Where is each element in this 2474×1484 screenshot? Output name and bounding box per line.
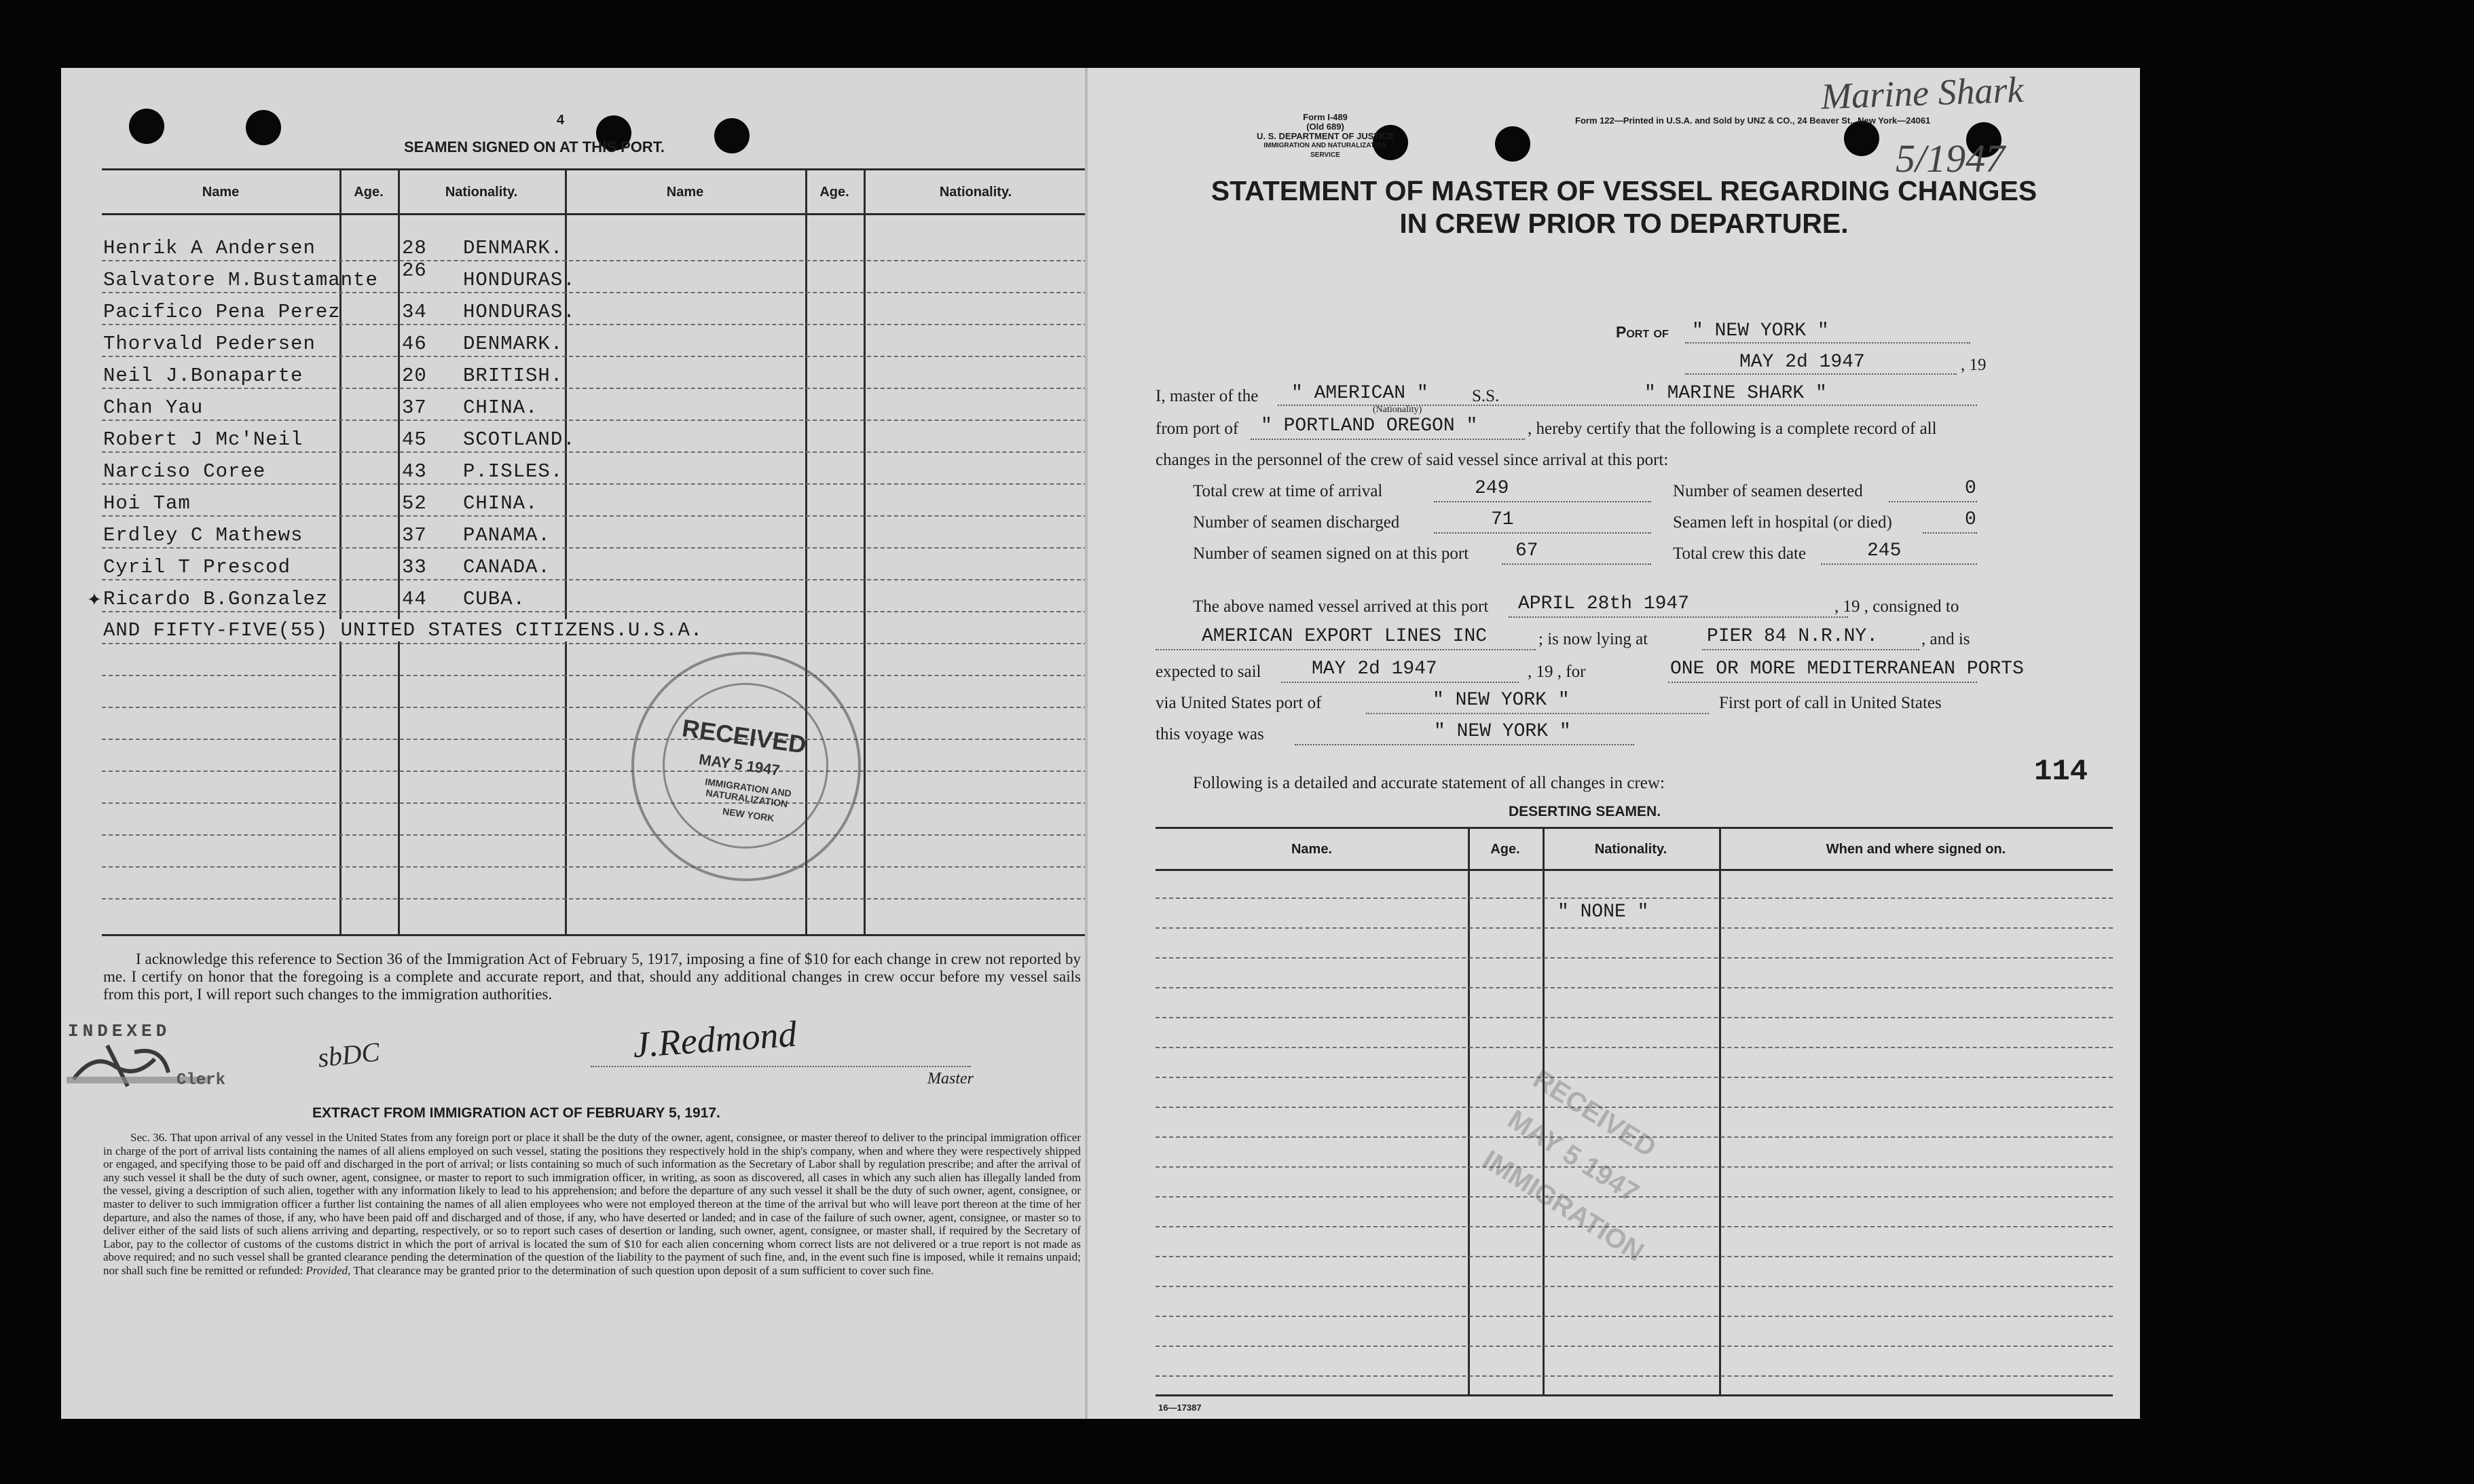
crew-row	[103, 362, 1067, 392]
form-title-line-1: STATEMENT OF MASTER OF VESSEL REGARDING CHANGES	[1211, 175, 2037, 206]
punch-hole	[714, 118, 750, 153]
printer-note: Form 122—Printed in U.S.A. and Sold by UNZ & CO., 24 Beaver St., New York—24061	[1575, 115, 1931, 126]
lying-value: PIER 84 N.R.NY.	[1707, 626, 1879, 647]
crew-name: Thorvald Pedersen	[103, 333, 316, 355]
master-label: Master	[927, 1070, 974, 1088]
expected-value: MAY 2d 1947	[1312, 658, 1437, 680]
form-header	[1251, 113, 1400, 160]
port-label: Port of	[1616, 323, 1669, 341]
port-value: " NEW YORK "	[1692, 320, 1829, 341]
via-label: via United States port of	[1156, 694, 1322, 712]
total-arrival-value: 249	[1475, 478, 1509, 499]
stamp-agency: IMMIGRATION AND NATURALIZATION	[704, 776, 792, 810]
crew-row	[103, 298, 1067, 328]
certify-text: , hereby certify that the following is a complete record of all	[1528, 420, 1937, 438]
extract-title: EXTRACT FROM IMMIGRATION ACT OF FEBRUARY 5, 1917.	[312, 1105, 720, 1121]
total-date-label: Total crew this date	[1673, 544, 1807, 563]
section-36-label: Sec. 36.	[130, 1131, 168, 1144]
crew-row	[103, 585, 1067, 615]
provided-label: Provided,	[306, 1263, 351, 1277]
nationality-sublabel: (Nationality)	[1373, 405, 1422, 415]
desert-header-name: Name.	[1291, 842, 1333, 857]
page-mark-number: 114	[2034, 755, 2088, 789]
column-header-age: Age.	[354, 185, 384, 200]
crew-name: Henrik A Andersen	[103, 237, 316, 259]
form-old-number: (Old 689)	[1306, 122, 1344, 132]
punch-hole	[1844, 121, 1879, 156]
crew-nationality: DENMARK.	[463, 333, 564, 355]
consigned-label: , 19 , consigned to	[1834, 597, 1959, 616]
column-header-nationality: Nationality.	[445, 185, 518, 200]
crew-name: Salvatore M.Bustamante	[103, 269, 378, 291]
master-of-label: I, master of the	[1156, 387, 1259, 405]
lying-label: ; is now lying at	[1538, 630, 1648, 648]
hospital-value: 0	[1965, 509, 1976, 530]
stamp-date: MAY 5 1947	[697, 750, 781, 779]
crew-row	[103, 426, 1067, 456]
section-36-tail: That clearance may be granted prior to the determination of such question upon deposit of a sum sufficient to cover such fine.	[353, 1263, 934, 1277]
crew-nationality: DENMARK.	[463, 237, 564, 259]
crew-nationality: CUBA.	[463, 588, 526, 610]
crew-age: 45	[402, 428, 427, 451]
crew-nationality: SCOTLAND.	[463, 428, 576, 451]
right-page	[1088, 68, 2140, 1419]
crew-age: 34	[402, 301, 427, 323]
nationality-value: " AMERICAN "	[1291, 383, 1428, 404]
crew-nationality: HONDURAS.	[463, 301, 576, 323]
crew-summary-line: AND FIFTY-FIVE(55) UNITED STATES CITIZENS.U.S.A.	[103, 619, 703, 642]
following-text: Following is a detailed and accurate statement of all changes in crew:	[1193, 774, 1665, 792]
from-port-label: from port of	[1156, 420, 1239, 438]
crew-nationality: CHINA.	[463, 492, 538, 515]
crew-name: Pacifico Pena Perez	[103, 301, 341, 323]
crew-age: 28	[402, 237, 427, 259]
crew-name: Hoi Tam	[103, 492, 191, 515]
handwritten-initials: sbDC	[316, 1036, 382, 1073]
column-header-name: Name	[202, 185, 240, 200]
crew-nationality: CHINA.	[463, 396, 538, 419]
total-arrival-label: Total crew at time of arrival	[1193, 482, 1383, 500]
handwritten-vessel-name: Marine Shark	[1820, 69, 2025, 117]
via-value: " NEW YORK "	[1433, 690, 1570, 711]
crew-age: 20	[402, 365, 427, 387]
footer-code: 16—17387	[1158, 1403, 1202, 1413]
received-stamp	[631, 652, 861, 881]
crew-name: Chan Yau	[103, 396, 204, 419]
punch-hole	[129, 109, 164, 144]
form-department: U. S. DEPARTMENT OF JUSTICE	[1257, 131, 1394, 141]
date-value: MAY 2d 1947	[1739, 352, 1865, 373]
crew-age: 33	[402, 556, 427, 578]
clerk-label: Clerk	[177, 1071, 226, 1090]
stamp-city: NEW YORK	[722, 805, 775, 824]
desert-entry-none: " NONE "	[1557, 902, 1649, 923]
desert-header-signed-on: When and where signed on.	[1826, 842, 2006, 857]
crew-row	[103, 330, 1067, 360]
left-page	[61, 68, 1088, 1419]
crew-name: Cyril T Prescod	[103, 556, 291, 578]
master-signature: J.Redmond	[631, 1013, 798, 1066]
crew-name: Robert J Mc'Neil	[103, 428, 303, 451]
stamp-received-text: RECEIVED	[680, 713, 809, 759]
faded-received-stamp: RECEIVED MAY 5 1947 IMMIGRATION	[1477, 1064, 1661, 1267]
crew-nationality: PANAMA.	[463, 524, 551, 546]
desert-header-age: Age.	[1490, 842, 1520, 857]
punch-hole	[246, 110, 281, 145]
crew-row	[103, 489, 1067, 519]
date-suffix: , 19	[1961, 356, 1987, 374]
destination-value: ONE OR MORE MEDITERRANEAN PORTS	[1670, 658, 2024, 680]
expected-label: expected to sail	[1156, 663, 1261, 681]
crew-row	[103, 234, 1067, 264]
crew-nationality: BRITISH.	[463, 365, 564, 387]
discharged-label: Number of seamen discharged	[1193, 513, 1400, 532]
crew-row	[103, 259, 1067, 296]
section-36-body: That upon arrival of any vessel in the United States from any foreign port or place it shall be the duty of the owner, agent, consignee, or master thereof to deliver to the principal immigration officer in charge of the port of arrival lists containing the names of all aliens employed on such vessel, stating the positions they respectively hold in the ship's company, when and where they were respectively shipped or engaged, and specifying those to be paid off and discharged in the port of arrival; or lists containing so much of such information as the Secretary of Labor shall by regulation prescribe; and after the arrival of any such vessel it shall be the duty of such owner, agent, consignee, or master to report to such immigration officer, in writing, as soon as discovered, all cases in which any such alien has illegally landed from the vessel, giving a description of such alien, together with any information likely to lead to his apprehension; and before the departure of any such vessel it shall be the duty of such owner, agent, consignee, or master to deliver to such immigration officer a further list containing the names of all alien employees who were not employed thereon at the time of the arrival but who will leave port thereon at the time of her departure, and also the names of those, if any, who have been paid off and discharged and of those, if any, who have deserted or landed; and in case of the failure of such owner, agent, consignee, or master so to deliver either of the said lists of such aliens arriving and departing, respectively, or so to report such cases of desertion or landing, such owner, agent, consignee, or master shall, if required by the Secretary of Labor, pay to the collector of customs of the customs district in which the port of arrival is located the sum of $10 for each alien concerning whom correct lists are not delivered or a true report is not made as above required; and no such vessel shall be granted clearance pending the determination of the question of the liability to the payment of such fine, and, in the event such fine is imposed, while it remains unpaid; nor shall such fine be remitted or refunded:	[103, 1131, 1082, 1277]
crew-age: 52	[402, 492, 427, 515]
form-number: Form I-489	[1303, 112, 1348, 122]
hospital-label: Seamen left in hospital (or died)	[1673, 513, 1892, 532]
voyage-value: " NEW YORK "	[1434, 721, 1571, 742]
deserting-title: DESERTING SEAMEN.	[1509, 804, 1661, 819]
signed-on-label: Number of seamen signed on at this port	[1193, 544, 1469, 563]
first-port-label: First port of call in United States	[1719, 694, 1942, 712]
crew-nationality: CANADA.	[463, 556, 551, 578]
page-number: 4	[557, 113, 565, 128]
certify-text-2: changes in the personnel of the crew of said vessel since arrival at this port:	[1156, 451, 1669, 469]
column-header-name-2: Name	[666, 185, 704, 200]
acknowledgement-text: I acknowledge this reference to Section 36 of the Immigration Act of February 5, 1917, imposing a fine of $10 for each change in crew not reported by me. I certify on honor that the foregoing is a complete and accurate report, and that, should any additional changes in crew occur before my vessel sails from this port, I will report such changes to the immigration authorities.	[103, 950, 1081, 1003]
total-date-value: 245	[1867, 540, 1902, 561]
voyage-label: this voyage was	[1156, 725, 1264, 743]
crew-age: 37	[402, 396, 427, 419]
crew-nationality: P.ISLES.	[463, 460, 564, 483]
column-header-age-2: Age.	[819, 185, 849, 200]
column-header-nationality-2: Nationality.	[939, 185, 1012, 200]
handwritten-date: 5/1947	[1896, 136, 2006, 181]
crew-name: Neil J.Bonaparte	[103, 365, 303, 387]
tick-mark: ✦	[87, 589, 102, 610]
from-port-value: " PORTLAND OREGON "	[1261, 415, 1478, 437]
crew-age: 46	[402, 333, 427, 355]
crew-age: 26	[402, 259, 427, 282]
crew-row	[103, 521, 1067, 551]
desert-header-nationality: Nationality.	[1594, 842, 1667, 857]
ss-label: S.S.	[1472, 387, 1500, 405]
arrived-value: APRIL 28th 1947	[1518, 593, 1690, 614]
form-title-line-2: IN CREW PRIOR TO DEPARTURE.	[1399, 208, 1849, 239]
crew-row	[103, 553, 1067, 583]
crew-name: Ricardo B.Gonzalez	[103, 588, 329, 610]
crew-age: 44	[402, 588, 427, 610]
crew-name: Erdley C Mathews	[103, 524, 303, 546]
vessel-name: " MARINE SHARK "	[1644, 383, 1827, 404]
signed-on-value: 67	[1515, 540, 1538, 561]
crew-row	[103, 394, 1067, 424]
deserted-value: 0	[1965, 478, 1976, 499]
consignee-value: AMERICAN EXPORT LINES INC	[1202, 626, 1488, 647]
discharged-value: 71	[1491, 509, 1514, 530]
punch-hole	[1495, 126, 1530, 162]
for-label: , 19 , for	[1528, 663, 1586, 681]
crew-nationality: HONDURAS.	[463, 269, 576, 291]
form-service: IMMIGRATION AND NATURALIZATION SERVICE	[1263, 142, 1387, 159]
crew-name: Narciso Coree	[103, 460, 266, 483]
section-36-text	[103, 1131, 1081, 1278]
crew-age: 37	[402, 524, 427, 546]
indexed-stamp: INDEXED	[68, 1021, 171, 1041]
crew-age: 43	[402, 460, 427, 483]
and-is-label: , and is	[1921, 630, 1970, 648]
deserted-label: Number of seamen deserted	[1673, 482, 1863, 500]
section-title: SEAMEN SIGNED ON AT THIS PORT.	[404, 138, 665, 155]
crew-row	[103, 458, 1067, 487]
arrived-label: The above named vessel arrived at this port	[1193, 597, 1489, 616]
